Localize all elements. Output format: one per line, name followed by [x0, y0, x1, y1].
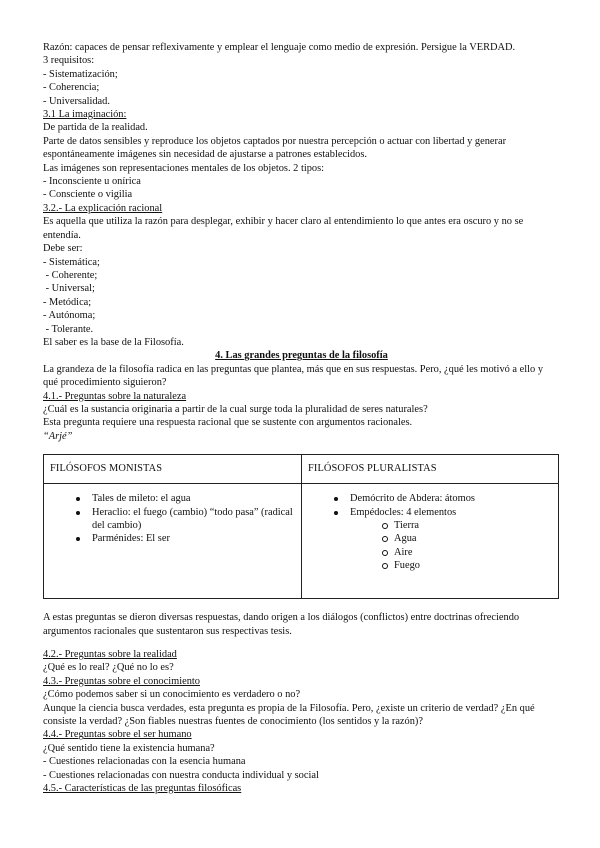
requisito-item: - Sistematización;: [43, 68, 118, 80]
paragraph: La grandeza de la filosofía radica en las preguntas que plantea, más que en sus respuestas. Pero, ¿qué les motivó a ello y qué procedimiento siguieron?: [43, 363, 544, 389]
pluralista-item: Demócrito de Abdera: átomos: [344, 492, 552, 505]
monistas-cell: [44, 484, 302, 599]
arje-term: “Arjé”: [43, 430, 73, 442]
razon-line: Razón: capaces de pensar reflexivamente y emplear el lenguaje como medio de expresión. Persigue la VERDAD.: [43, 42, 516, 53]
paragraph: De partida de la realidad.: [43, 122, 148, 134]
section-4-heading: 4. Las grandes preguntas de la filosofía: [215, 350, 388, 362]
paragraph: A estas preguntas se dieron diversas respuestas, dando origen a los diálogos (conflictos) entre doctrinas ofreciendo argumentos racionales que sustentaron sus respectivas tesis.: [43, 612, 520, 637]
list-item: - Cuestiones relacionadas con la esencia humana: [43, 756, 246, 768]
paragraph: El saber es la base de la Filosofía.: [43, 336, 184, 348]
paragraph: ¿Cuál es la sustancia originaria a partir de la cual surge toda la pluralidad de seres naturales?: [43, 403, 428, 415]
section-3-2-heading: 3.2.- La explicación racional: [43, 202, 163, 214]
monista-item: Parménides: El ser: [86, 532, 295, 545]
list-item: - Autónoma;: [43, 310, 96, 322]
paragraph: Debe ser:: [43, 243, 83, 255]
empedocles-label: Empédocles: 4 elementos: [350, 506, 457, 518]
paragraph: Esta pregunta requiere una respuesta racional que se sustente con argumentos racionales.: [43, 417, 413, 429]
paragraph: Aunque la ciencia busca verdades, esta pregunta es propia de la Filosofía. Pero, ¿existe un criterio de verdad? ¿En qué consiste la verdad? ¿Son fiables nuestras fuentes de conocimiento (los sentidos y la razón)?: [43, 702, 535, 728]
list-item: - Cuestiones relacionadas con nuestra conducta individual y social: [43, 769, 319, 781]
monista-item: Tales de mileto: el agua: [86, 492, 295, 505]
list-item: - Coherente;: [43, 269, 98, 281]
elemento-item: Fuego: [384, 559, 552, 572]
section-4-1-heading: 4.1.- Preguntas sobre la naturaleza: [43, 390, 187, 402]
paragraph: Parte de datos sensibles y reproduce los objetos captados por nuestra percepción o actuar con libertad y generar espontáneamente imágenes sin necesidad de ajustarse a patrones establecidos.: [43, 135, 507, 161]
paragraph: ¿Cómo podemos saber si un conocimiento es verdadero o no?: [43, 689, 301, 701]
pluralista-item: [344, 506, 552, 573]
list-item: - Universal;: [43, 283, 95, 295]
pluralistas-header: FILÓSOFOS PLURALISTAS: [302, 455, 559, 484]
paragraph: Es aquella que utiliza la razón para desplegar, exhibir y hacer claro al entendimiento lo que antes era oscuro y no se entendía.: [43, 216, 524, 241]
paragraph: Las imágenes son representaciones mentales de los objetos. 2 tipos:: [43, 162, 325, 174]
section-4-5-heading: 4.5.- Características de las preguntas filosóficas: [43, 783, 242, 795]
list-item: - Sistemática;: [43, 256, 100, 268]
paragraph: ¿Qué es lo real? ¿Qué no lo es?: [43, 662, 174, 674]
list-item: - Tolerante.: [43, 323, 94, 335]
elemento-item: Tierra: [384, 519, 552, 532]
monistas-header: FILÓSOFOS MONISTAS: [44, 455, 302, 484]
list-item: - Inconsciente u onírica: [43, 176, 141, 188]
requisitos-line: 3 requisitos:: [43, 55, 95, 67]
paragraph: ¿Qué sentido tiene la existencia humana?: [43, 742, 215, 754]
section-3-1-heading: 3.1 La imaginación:: [43, 109, 127, 121]
section-4-2-heading: 4.2.- Preguntas sobre la realidad: [43, 649, 177, 660]
requisito-item: - Universalidad.: [43, 95, 110, 107]
elemento-item: Agua: [384, 532, 552, 545]
philosophers-table: [43, 454, 559, 599]
section-4-3-heading: 4.3.- Preguntas sobre el conocimiento: [43, 675, 200, 687]
elemento-item: Aire: [384, 546, 552, 559]
list-item: - Metódica;: [43, 296, 92, 308]
section-4-4-heading: 4.4.- Preguntas sobre el ser humano: [43, 729, 192, 741]
monista-item: Heraclio: el fuego (cambio) “todo pasa” (radical del cambio): [86, 506, 295, 533]
list-item: - Consciente o vigilia: [43, 189, 133, 201]
pluralistas-cell: [302, 484, 559, 599]
requisito-item: - Coherencia;: [43, 82, 100, 94]
